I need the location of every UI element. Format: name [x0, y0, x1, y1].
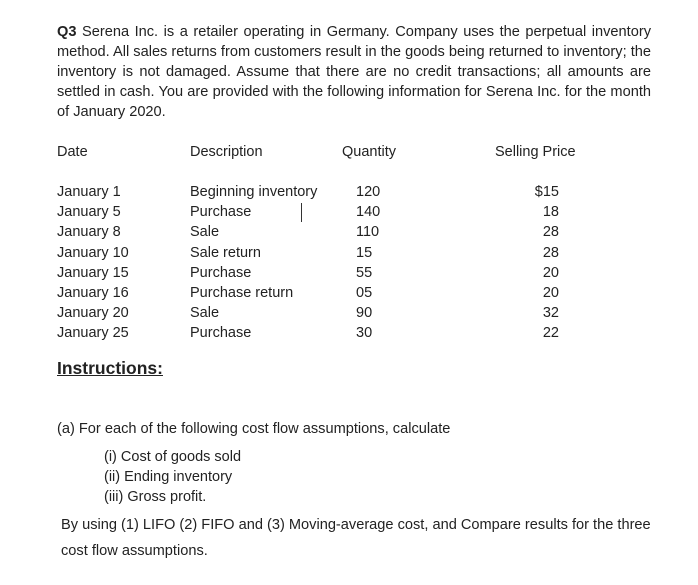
- row-price: 18: [542, 204, 559, 221]
- question-text: Serena Inc. is a retailer operating in Germany. Company uses the perpetual inventory method. All sales returns from customers result in the goods being returned to inventory; the inventory is not damaged. Assume that there are no credit transactions; all amounts are settled in cash. You are provided with the following information for Serena Inc. for the month of January 2020.: [57, 24, 651, 120]
- header-quantity: Quantity: [342, 144, 396, 160]
- row-quantity: 120: [356, 184, 381, 200]
- closing-text: By using (1) LIFO (2) FIFO and (3) Moving-average cost, and Compare results for the three cost flow assumptions.: [61, 517, 651, 559]
- table-row: [0, 263, 698, 283]
- row-description: Sale return: [190, 244, 261, 261]
- row-price: 20: [542, 264, 559, 281]
- text-cursor: [301, 203, 302, 222]
- table-row: [0, 303, 698, 323]
- row-date: January 8: [57, 224, 121, 241]
- row-quantity: 90: [356, 305, 373, 322]
- list-item-gross-profit: (iii) Gross profit.: [104, 489, 207, 505]
- transactions-table: [0, 182, 698, 344]
- row-quantity: 05: [356, 284, 373, 301]
- row-date: January 25: [57, 325, 129, 342]
- row-description: Beginning inventory: [190, 184, 318, 200]
- row-date: January 16: [57, 284, 129, 301]
- question-paragraph: [57, 22, 651, 122]
- row-description: Sale: [190, 224, 220, 241]
- list-item-ending-inventory: (ii) Ending inventory: [104, 469, 233, 485]
- row-description: Purchase: [190, 264, 252, 281]
- instructions-heading: Instructions:: [57, 358, 163, 378]
- row-description: Purchase: [190, 325, 252, 342]
- row-price: 28: [542, 244, 559, 261]
- row-quantity: 30: [356, 325, 373, 342]
- row-quantity: 140: [356, 204, 381, 221]
- question-label: Q3: [57, 24, 77, 40]
- row-date: January 10: [57, 244, 129, 261]
- row-date: January 20: [57, 305, 129, 322]
- header-date: Date: [57, 144, 88, 160]
- row-price: $15: [534, 184, 559, 200]
- part-a-text: (a) For each of the following cost flow assumptions, calculate: [57, 421, 451, 437]
- row-price: 22: [542, 325, 559, 342]
- row-description: Sale: [190, 305, 220, 322]
- row-quantity: 110: [356, 224, 380, 241]
- header-description: Description: [190, 144, 263, 160]
- row-quantity: 15: [356, 244, 373, 261]
- calculation-list: [104, 447, 241, 507]
- table-row: [0, 283, 698, 303]
- header-selling-price: Selling Price: [495, 144, 576, 160]
- row-date: January 1: [57, 184, 121, 200]
- row-description: Purchase: [190, 204, 252, 221]
- row-price: 32: [542, 305, 559, 322]
- row-date: January 5: [57, 204, 121, 221]
- table-row: [0, 202, 698, 222]
- row-date: January 15: [57, 264, 129, 281]
- table-row: [0, 243, 698, 263]
- list-item-cogs: (i) Cost of goods sold: [104, 449, 242, 465]
- row-price: 28: [542, 224, 559, 241]
- row-price: 20: [542, 284, 559, 301]
- table-row: [0, 182, 698, 202]
- row-quantity: 55: [356, 264, 373, 281]
- row-description: Purchase return: [190, 284, 294, 301]
- table-row: [0, 323, 698, 343]
- table-row: [0, 222, 698, 242]
